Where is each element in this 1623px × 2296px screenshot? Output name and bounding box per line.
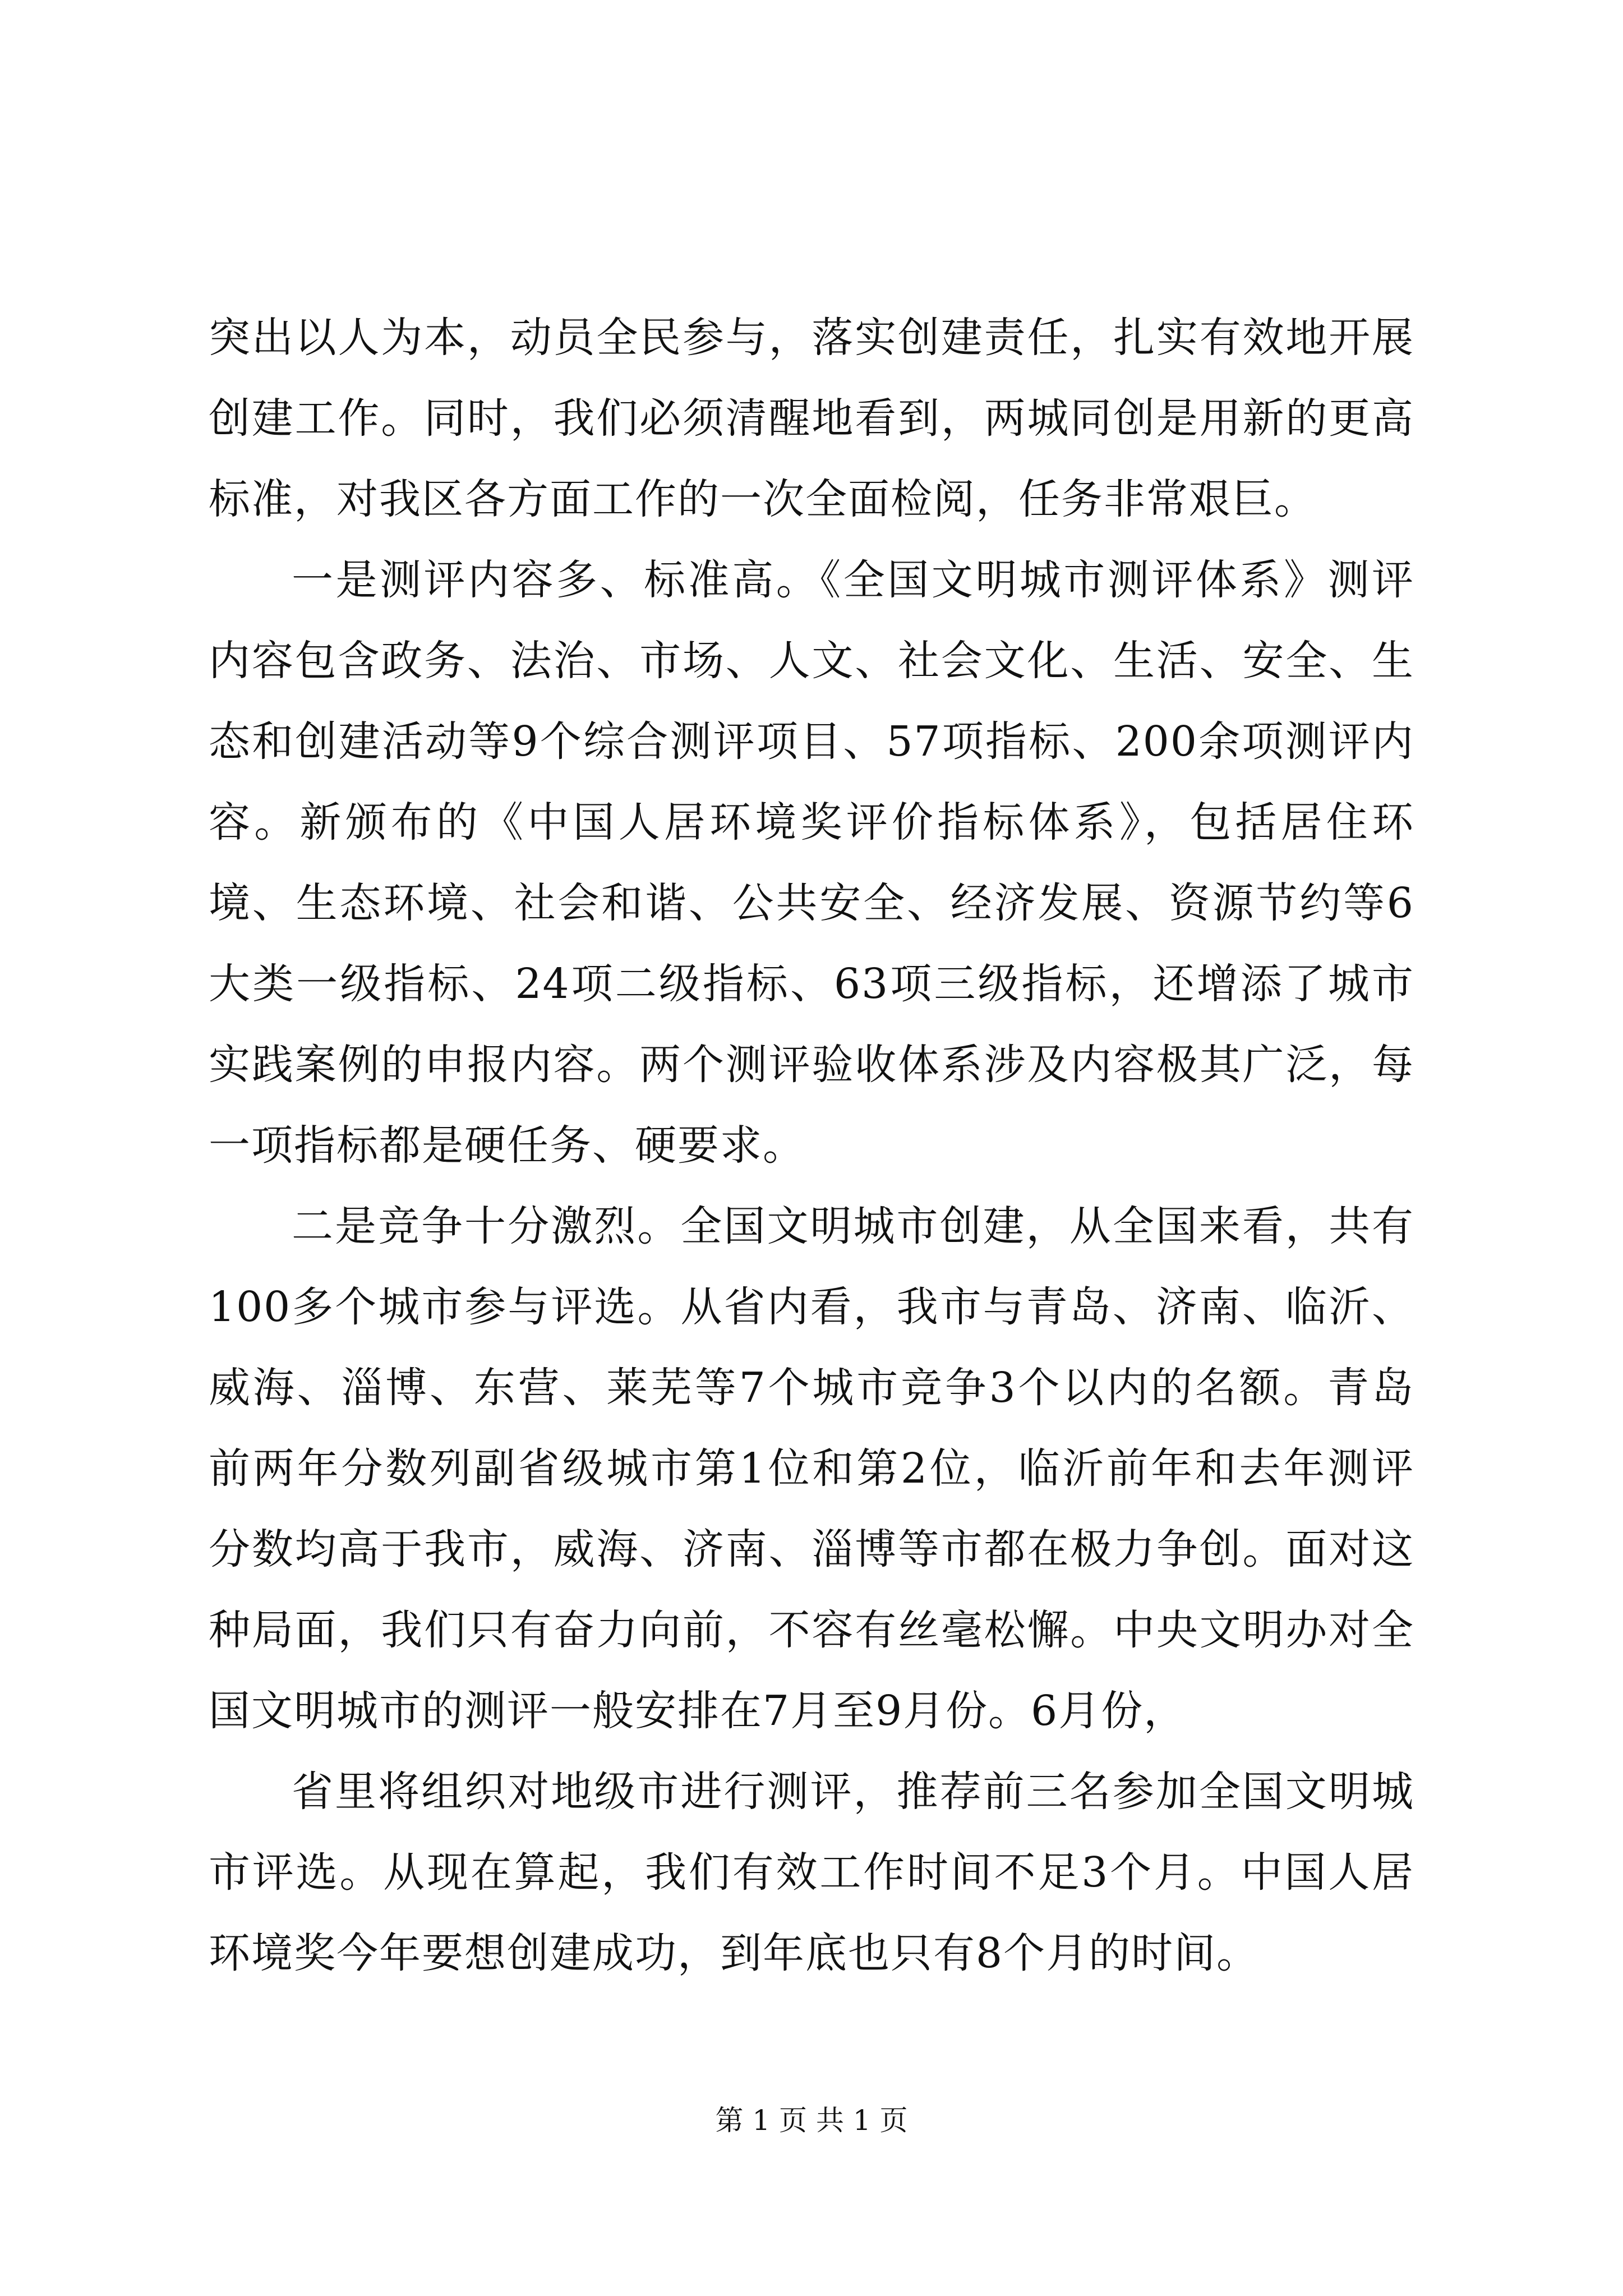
paragraph-3: 二是竞争十分激烈。全国文明城市创建，从全国来看，共有100多个城市参与评选。从省内看，我市与青岛、济南、临沂、威海、淄博、东营、莱芜等7个城市竞争3个以内的名额。青岛前两年分数列副省级城市第1位和第2位，临沂前年和去年测评分数均高于我市，威海、济南、淄博等市都在极力争创。面对这种局面，我们只有奋力向前，不容有丝毫松懈。中央文明办对全国文明城市的测评一般安排在7月至9月份。6月份， bbox=[209, 1202, 1414, 1735]
paragraph-4: 省里将组织对地级市进行测评，推荐前三名参加全国文明城市评选。从现在算起，我们有效工作时间不足3个月。中国人居环境奖今年要想创建成功，到年底也只有8个月的时间。 bbox=[209, 1768, 1414, 1977]
paragraph-1: 突出以人为本，动员全民参与，落实创建责任，扎实有效地开展创建工作。同时，我们必须清醒地看到，两城同创是用新的更高标准，对我区各方面工作的一次全面检阅，任务非常艰巨。 bbox=[209, 314, 1414, 523]
paragraph-2: 一是测评内容多、标准高。《全国文明城市测评体系》测评内容包含政务、法治、市场、人文、社会文化、生活、安全、生态和创建活动等9个综合测评项目、57项指标、200余项测评内容。新颁布的《中国人居环境奖评价指标体系》，包括居住环境、生态环境、社会和谐、公共安全、经济发展、资源节约等6大类一级指标、24项二级指标、63项三级指标，还增添了城市实践案例的申报内容。两个测评验收体系涉及内容极其广泛，每一项指标都是硬任务、硬要求。 bbox=[209, 556, 1414, 1170]
document-body bbox=[209, 297, 1414, 1994]
page-footer: 第 1 页 共 1 页 bbox=[715, 2104, 908, 2137]
